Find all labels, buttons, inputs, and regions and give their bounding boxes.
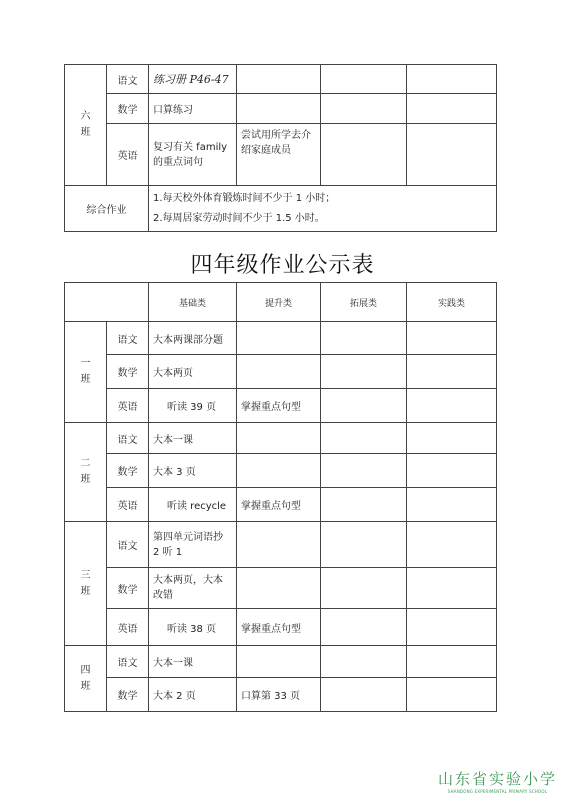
summary-row — [65, 186, 497, 232]
basic-cell: 练习册 P46-47 — [149, 65, 237, 94]
school-subtitle: SHANDONG EXPERIMENTAL PRIMARY SCHOOL — [447, 789, 548, 794]
grade-table-top — [64, 64, 497, 232]
improve-cell — [237, 94, 321, 124]
school-logo — [438, 768, 557, 794]
class-cell — [65, 646, 107, 712]
improve-cell: 掌握重点句型 — [237, 389, 321, 423]
improve-cell — [237, 646, 321, 678]
practice-cell — [407, 488, 497, 522]
expand-cell — [321, 522, 407, 568]
table-row — [65, 355, 497, 389]
basic-cell: 大本一课 — [149, 646, 237, 678]
subject-cell: 数学 — [107, 678, 149, 712]
basic-cell: 听读 38 页 — [149, 609, 237, 646]
expand-cell — [321, 568, 407, 609]
class-label: 六 班 — [80, 111, 91, 138]
header-blank — [65, 283, 149, 322]
class-label: 二 班 — [80, 458, 91, 485]
subject-cell: 英语 — [107, 389, 149, 423]
header-row — [65, 283, 497, 322]
expand-cell — [321, 423, 407, 454]
subject-cell: 英语 — [107, 609, 149, 646]
improve-cell — [237, 65, 321, 94]
table-row — [65, 522, 497, 568]
subject-cell: 数学 — [107, 568, 149, 609]
expand-cell — [321, 646, 407, 678]
class-cell — [65, 322, 107, 423]
class-cell — [65, 65, 107, 186]
basic-cell: 大本一课 — [149, 423, 237, 454]
table-row — [65, 322, 497, 355]
basic-cell: 大本两课部分题 — [149, 322, 237, 355]
class-cell — [65, 423, 107, 522]
table-row — [65, 568, 497, 609]
practice-cell — [407, 65, 497, 94]
improve-cell — [237, 355, 321, 389]
summary-label: 综合作业 — [65, 186, 149, 232]
basic-cell: 听读 39 页 — [149, 389, 237, 423]
table-row — [65, 678, 497, 712]
subject-cell: 语文 — [107, 322, 149, 355]
practice-cell — [407, 322, 497, 355]
table-row — [65, 65, 497, 94]
basic-cell: 复习有关 family 的重点词句 — [149, 124, 237, 186]
subject-cell: 语文 — [107, 522, 149, 568]
header-basic: 基础类 — [149, 283, 237, 322]
header-expand: 拓展类 — [321, 283, 407, 322]
header-improve: 提升类 — [237, 283, 321, 322]
class-label: 三 班 — [80, 569, 91, 597]
expand-cell — [321, 678, 407, 712]
practice-cell — [407, 423, 497, 454]
basic-cell: 听读 recycle — [149, 488, 237, 522]
table-row — [65, 646, 497, 678]
table-row — [65, 423, 497, 454]
class-label: 一 班 — [80, 358, 91, 385]
expand-cell — [321, 65, 407, 94]
header-practice: 实践类 — [407, 283, 497, 322]
improve-cell: 掌握重点句型 — [237, 609, 321, 646]
expand-cell — [321, 355, 407, 389]
practice-cell — [407, 568, 497, 609]
improve-cell — [237, 568, 321, 609]
grade4-homework-table — [64, 282, 497, 712]
table-row — [65, 609, 497, 646]
improve-cell: 尝试用所学去介绍家庭成员 — [237, 124, 321, 186]
basic-cell: 口算练习 — [149, 94, 237, 124]
practice-cell — [407, 522, 497, 568]
basic-cell: 大本两页 — [149, 355, 237, 389]
table-row — [65, 488, 497, 522]
expand-cell — [321, 454, 407, 488]
practice-cell — [407, 94, 497, 124]
subject-cell: 英语 — [107, 488, 149, 522]
practice-cell — [407, 124, 497, 186]
expand-cell — [321, 609, 407, 646]
school-name: 山东省实验小学 — [437, 770, 557, 788]
class-label: 四 班 — [80, 664, 91, 692]
summary-line: 2.每周居家劳动时间不少于 1.5 小时。 — [153, 212, 325, 224]
expand-cell — [321, 322, 407, 355]
subject-cell: 英语 — [107, 124, 149, 186]
subject-cell: 数学 — [107, 94, 149, 124]
table-row — [65, 389, 497, 423]
table-row — [65, 454, 497, 488]
summary-content — [149, 186, 497, 232]
basic-cell: 大本 3 页 — [149, 454, 237, 488]
class-cell — [65, 522, 107, 646]
expand-cell — [321, 389, 407, 423]
expand-cell — [321, 94, 407, 124]
table-row — [65, 124, 497, 186]
subject-cell: 数学 — [107, 355, 149, 389]
improve-cell — [237, 322, 321, 355]
improve-cell — [237, 522, 321, 568]
subject-cell: 语文 — [107, 423, 149, 454]
practice-cell — [407, 609, 497, 646]
summary-line: 1.每天校外体育锻炼时间不少于 1 小时； — [153, 192, 336, 204]
practice-cell — [407, 389, 497, 423]
improve-cell — [237, 423, 321, 454]
practice-cell — [407, 355, 497, 389]
basic-cell: 大本 2 页 — [149, 678, 237, 712]
improve-cell — [237, 454, 321, 488]
improve-cell: 掌握重点句型 — [237, 488, 321, 522]
practice-cell — [407, 646, 497, 678]
subject-cell: 数学 — [107, 454, 149, 488]
page-title: 四年级作业公示表 — [190, 253, 375, 278]
table-row — [65, 94, 497, 124]
practice-cell — [407, 678, 497, 712]
basic-cell: 第四单元词语抄 2 听 1 — [149, 522, 237, 568]
basic-cell: 大本两页，大本改错 — [149, 568, 237, 609]
subject-cell: 语文 — [107, 65, 149, 94]
subject-cell: 语文 — [107, 646, 149, 678]
expand-cell — [321, 488, 407, 522]
improve-cell: 口算第 33 页 — [237, 678, 321, 712]
practice-cell — [407, 454, 497, 488]
expand-cell — [321, 124, 407, 186]
